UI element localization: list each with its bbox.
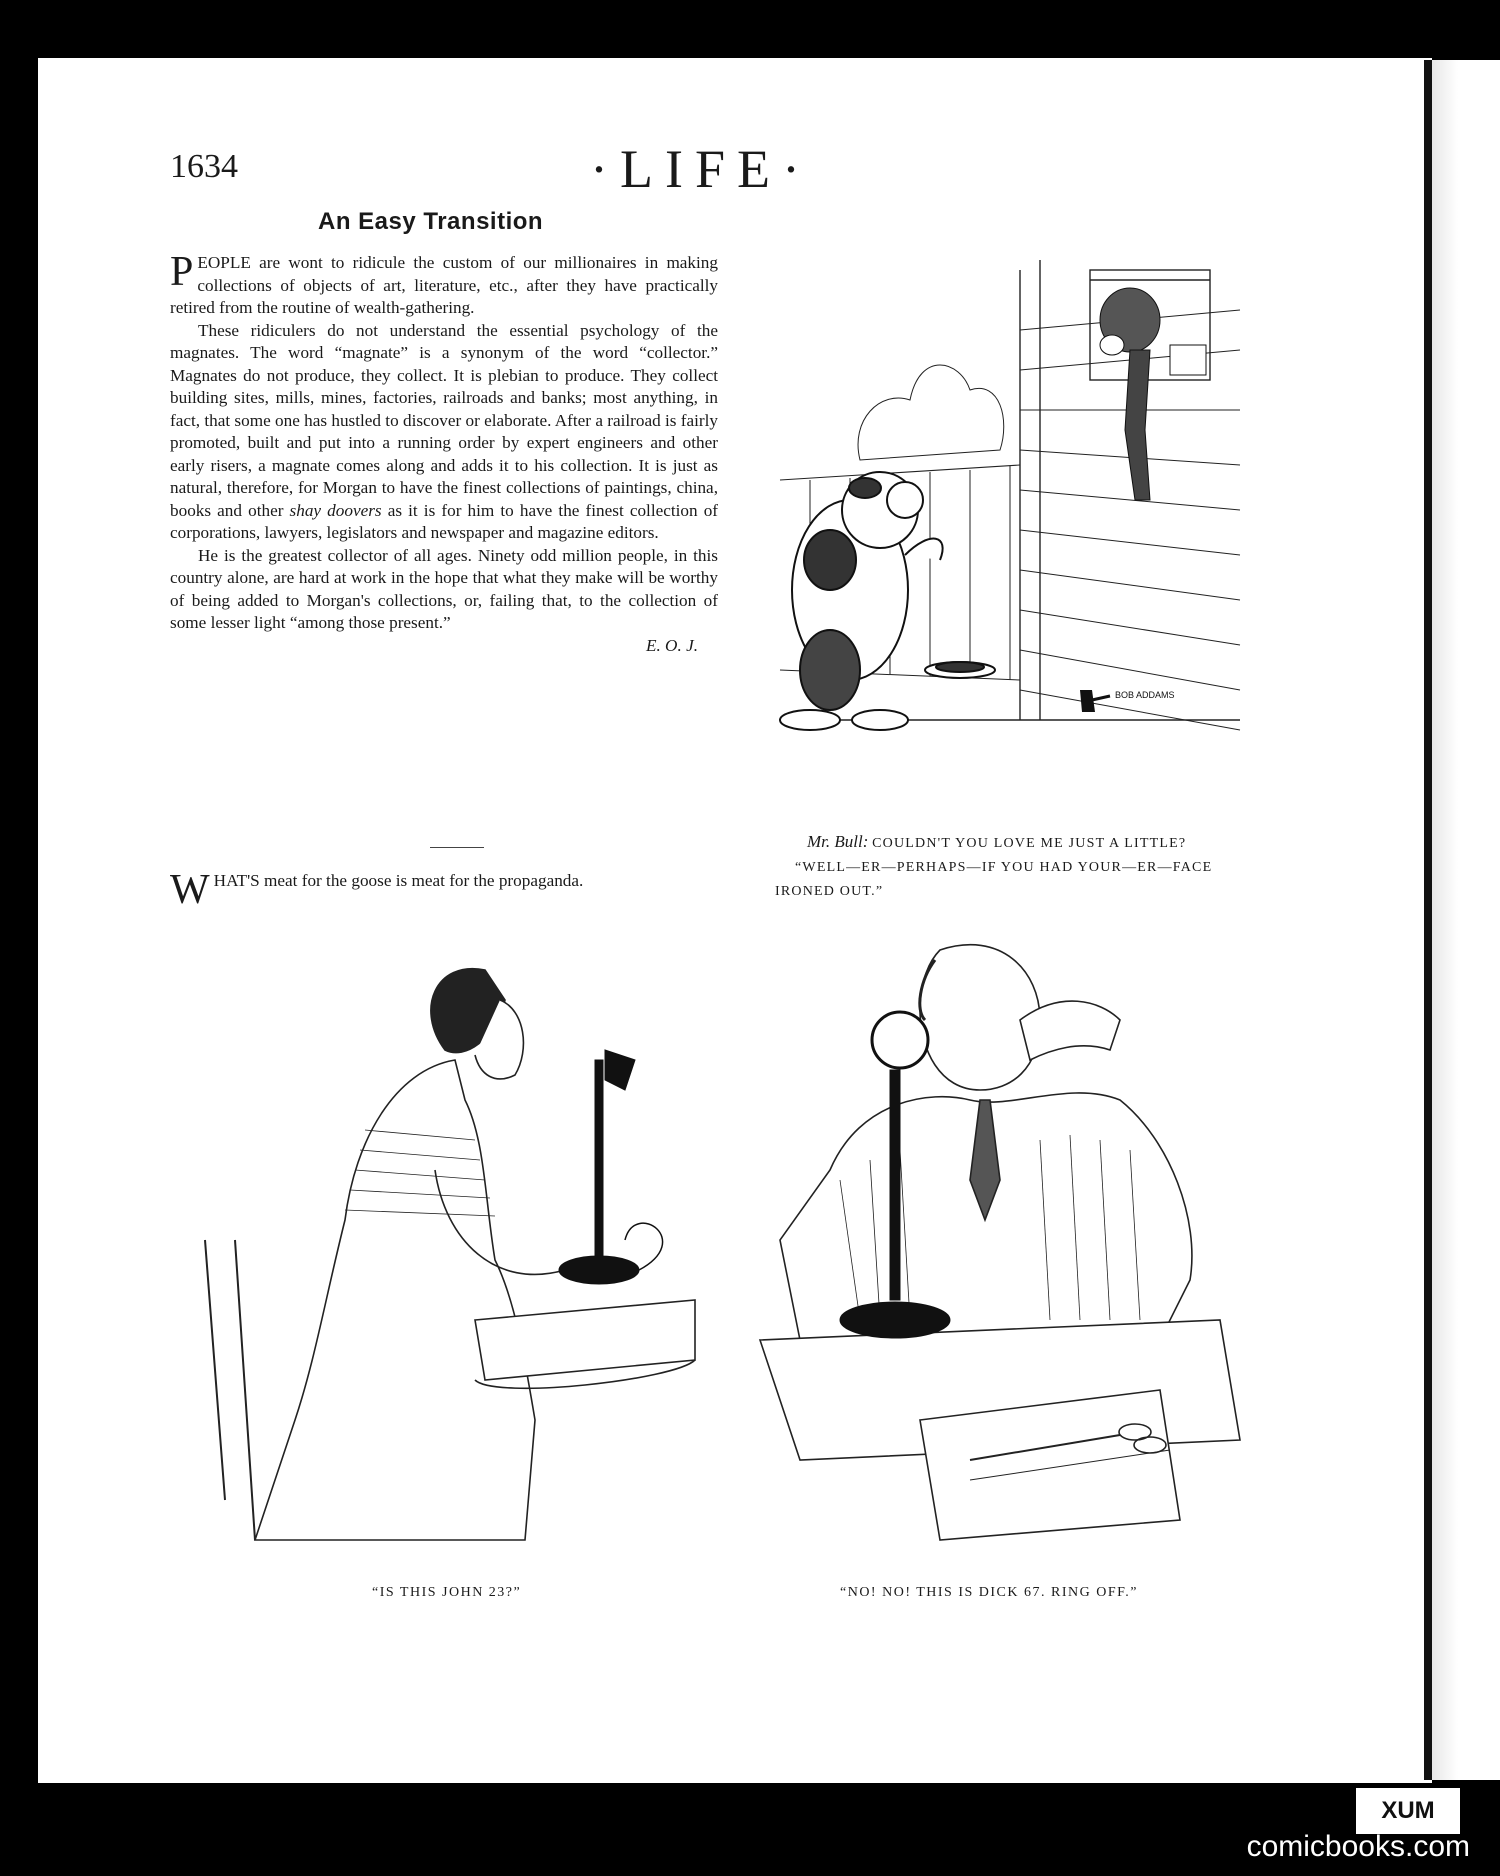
- author-signature: E. O. J.: [645, 635, 698, 655]
- cartoon-caption-right: “NO! NO! THIS IS DICK 67. RING OFF.”: [840, 1585, 1139, 1600]
- drop-cap: W: [170, 867, 210, 913]
- paragraph-text: These ridiculers do not understand the essential psychology of the magnates. The word “magnate” is a synonym of the word “collector.” Magnates do not produce, they collect. It is plebian to produce. They collect building sites, mills, mines, factories, railroads and banks; most anything, in fact, that some one has hustled to discover or elaborate. After a railroad is fairly promoted, built and put into a running order by expert engineers and other early risers, a magnate comes along and adds it to his collection. It is just as natural, therefore, for Morgan to have the finest collections of paintings, china, books and other: [170, 320, 718, 520]
- article-paragraph: [170, 320, 718, 545]
- watermark-box: XUM: [1356, 1788, 1460, 1834]
- article-body: [170, 249, 719, 657]
- article-paragraph: [170, 249, 718, 320]
- caption-text: COULDN'T YOU LOVE ME JUST A LITTLE?: [872, 836, 1187, 851]
- caption-reply: “WELL—ER—PERHAPS—IF YOU HAD YOUR—ER—FACE IRONED OUT.”: [775, 860, 1213, 899]
- cartoon-caption: [775, 830, 1250, 904]
- artist-signature: BOB ADDAMS: [1115, 690, 1175, 700]
- article-title: An Easy Transition: [318, 208, 544, 235]
- caption-speaker: Mr. Bull:: [807, 832, 869, 851]
- page-number: 1634: [170, 148, 238, 185]
- epigram-text: HAT'S meat for the goose is meat for the propaganda.: [213, 871, 584, 890]
- man-telephone-illustration: [740, 920, 1260, 1560]
- section-divider: [430, 847, 484, 848]
- paragraph-text: as it is for him to have the finest collection of corporations, lawyers, legislators and newspaper and magazine editors.: [170, 500, 719, 542]
- paragraph-text: EOPLE are wont to ridicule the custom of our millionaires in making collections of objects of art, literature, etc., after they have practically retired from the routine of wealth-gathering.: [170, 253, 718, 317]
- masthead: ·LIFE·: [590, 139, 812, 199]
- watermark-site: comicbooks.com: [1246, 1830, 1470, 1863]
- cartoon-caption-left: “IS THIS JOHN 23?”: [372, 1585, 522, 1600]
- article-paragraph: [170, 545, 718, 635]
- paragraph-text: He is the greatest collector of all ages. Ninety odd million people, in this country alone, are hard at work in the hope that what they make will be worthy of being added to Morgan's collections, or, failing that, to the collection of some lesser light “among those present.”: [170, 545, 718, 632]
- italic-phrase: shay doovers: [289, 500, 382, 520]
- drop-cap: P: [170, 249, 194, 295]
- epigram: [170, 867, 718, 913]
- caption-line: [807, 830, 1250, 856]
- facing-page-edge: [1418, 60, 1500, 1780]
- bulldog-cartoon-illustration: [770, 250, 1260, 810]
- site-watermark: [1200, 1788, 1500, 1876]
- woman-telephone-illustration: [195, 940, 715, 1560]
